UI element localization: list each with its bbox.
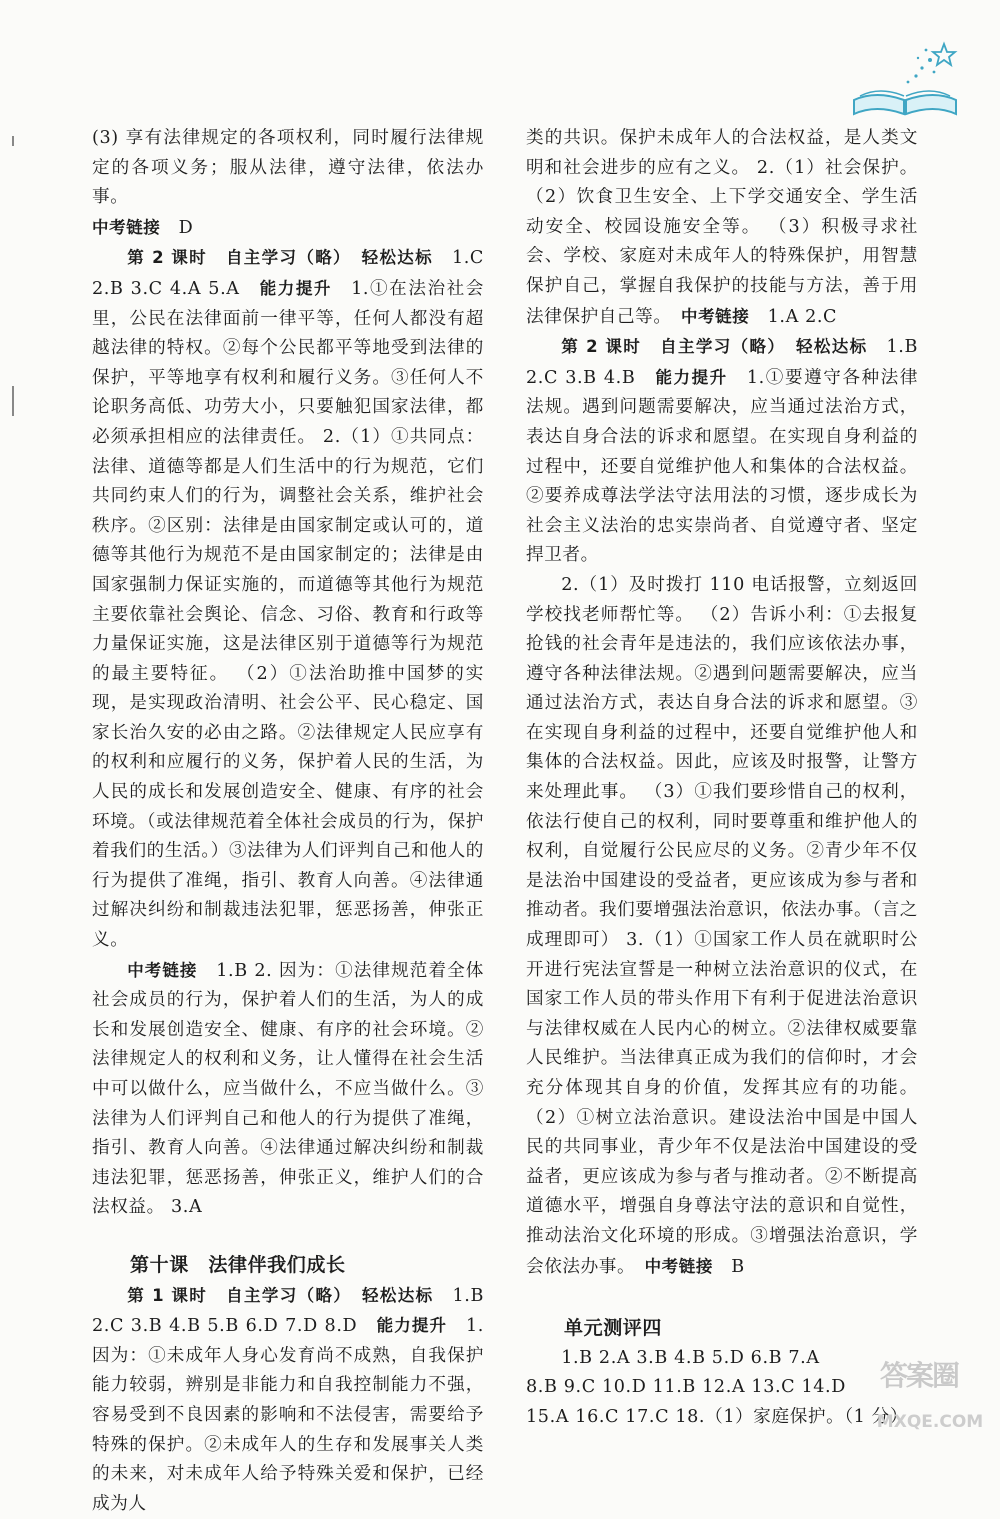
watermark-logo	[870, 1350, 990, 1455]
lesson-10-title: 第十课 法律伴我们成长	[130, 1253, 346, 1276]
lesson2-paragraph	[526, 332, 918, 571]
easy-level-label: 轻松达标	[362, 1285, 434, 1305]
ability-label: 能力提升	[259, 278, 332, 298]
ability-label: 能力提升	[655, 367, 728, 387]
exam-link-label: 中考链接	[644, 1256, 713, 1276]
exam-link-answer: 1.A 2.C	[767, 306, 838, 327]
margin-mark	[12, 136, 14, 146]
ability-label: 能力提升	[376, 1316, 448, 1336]
open-book-with-stars-icon	[846, 38, 966, 120]
unit-test-answers-line: 15.A 16.C 17.C 18.（1）家庭保护。（1 分）	[526, 1406, 909, 1427]
ability-answers: 1.①要遵守各种法律法规。遇到问题需要解决，应当通过法治方式，表达自身合法的诉求和愿望。在实现自身利益的过程中，还要自觉维护他人和集体的合法权益。②要养成尊法学法守法用法的习惯，逐步成长为社会主义法治的忠实崇尚者、自觉遵守者、坚定捍卫者。	[526, 367, 919, 566]
exam-link-label: 中考链接	[680, 306, 750, 326]
exam-link-answers: 1.B 2. 因为：①法律规范着全体社会成员的行为，保护着人们的生活，为人的成长和发展创造安全、健康、有序的社会环境。②法律规定人的权利和义务，让人懂得在社会生活中可以做什么，应当做什么，不应当做什么。③法律为人们评判自己和他人的行为提供了准绳，指引、教育人向善。④法律通过解决纠纷和制裁违法犯罪，惩恶扬善，伸张正义，维护人们的合法权益。 3.A	[92, 960, 484, 1218]
lesson-label: 第 2 课时	[127, 248, 207, 268]
margin-mark	[12, 386, 14, 416]
self-study-label: 自主学习（略）	[225, 248, 343, 268]
exam-link-label: 中考链接	[92, 217, 161, 237]
exam-link-answer: D	[178, 217, 194, 238]
lesson1-paragraph	[92, 1281, 484, 1519]
answer-text: 类的共识。保护未成年人的合法权益，是人类文明和社会进步的应有之义。 2.（1）社会保护。（2）饮食卫生安全、上下学交通安全、学生活动安全、校园设施安全等。 （3）积极寻求社会、学校、家庭对未成年人的特殊保护，用智慧保护自己，掌握自我保护的技能与方法，善于用法律保护自己等。	[526, 128, 918, 327]
easy-level-label: 轻松达标	[796, 337, 868, 357]
unit-test-answers-line: 8.B 9.C 10.D 11.B 12.A 13.C 14.D	[526, 1377, 846, 1398]
lesson2-heading-line	[92, 243, 484, 955]
answer-paragraph	[526, 571, 918, 1282]
easy-level-answers: 1.C 2.B 3.C 4.A 5.A	[92, 248, 484, 299]
easy-level-answers: 1.B 2.C 3.B 4.B	[526, 337, 919, 388]
unit-test-answers-line: 1.B 2.A 3.B 4.B 5.D 6.B 7.A	[561, 1347, 820, 1368]
easy-level-label: 轻松达标	[361, 248, 433, 268]
exam-link-label: 中考链接	[127, 960, 198, 980]
lesson-label: 第 1 课时	[127, 1285, 208, 1305]
answer-paragraph	[526, 124, 918, 332]
exam-link-answer: B	[731, 1256, 745, 1277]
watermark-url: MXQE.COM	[876, 1412, 984, 1432]
lesson-label: 第 2 课时	[561, 337, 642, 357]
ability-answers: 1.①在法治社会里，公民在法律面前一律平等，任何人都没有超越法律的特权。②每个公民都平等地受到法律的保护，平等地享有权利和履行义务。③任何人不论职务高低、功劳大小，只要触犯国家法律，都必须承担相应的法律责任。 2.（1）①共同点：法律、道德等都是人们生活中的行为规范，它们共同约束人们的行为，调整社会关系，维护社会秩序。②区别：法律是由国家制定或认可的，道德等其他行为规范不是由国家制定的；法律是由国家强制力保证实施的，而道德等其他行为规范主要依靠社会舆论、信念、习俗、教育和行政等力量保证实施，这是法律区别于道德等行为规范的最主要特征。 （2）①法治助推中国梦的实现，是实现政治清明、社会公平、民心稳定、国家长治久安的必由之路。②法律规定人民应享有的权利和应履行的义务，保护着人民的生活，为人民的成长和发展创造安全、健康、有序的社会环境。（或法律规范着全体社会成员的行为，保护着我们的生活。）③法律为人们评判自己和他人的行为提供了准绳，指引、教育人向善。④法律通过解决纠纷和制裁违法犯罪，惩恶扬善，伸张正义。	[92, 278, 484, 951]
answer-paragraph: (3) 享有法律规定的各项权利，同时履行法律规定的各项义务；服从法律，遵守法律，依法办事。	[92, 128, 484, 208]
exam-link-line	[92, 213, 484, 244]
ability-answers: 1. 因为：①未成年人身心发育尚不成熟，自我保护能力较弱，辨别是非能力和自我控制能力不强，容易受到不良因素的影响和不法侵害，需要给予特殊的保护。②未成年人的生存和发展事关人类的未来，对未成年人给予特殊关爱和保护，已经成为人	[92, 1316, 484, 1514]
self-study-label: 自主学习（略）	[660, 337, 778, 357]
exam-link-paragraph	[92, 956, 484, 1223]
right-column	[526, 124, 918, 1433]
unit-4-test-title: 单元测评四	[564, 1317, 663, 1340]
answer-text: 2.（1）及时拨打 110 电话报警，立刻返回学校找老师帮忙等。 （2）告诉小利：①去报复抢钱的社会青年是违法的，我们应该依法办事，遵守各种法律法规。②遇到问题需要解决，应当通过法治方式，表达自身合法的诉求和愿望。③在实现自身利益的过程中，还要自觉维护他人和集体的合法权益。因此，应该及时报警，让警方来处理此事。 （3）①我们要珍惜自己的权利，依法行使自己的权利，同时要尊重和维护他人的权利，自觉履行公民应尽的义务。②青少年不仅是法治中国建设的受益者，更应该成为参与者和推动者。我们要增强法治意识，依法办事。（言之成理即可） 3.（1）①国家工作人员在就职时公开进行宪法宣誓是一种树立法治意识的仪式，在国家工作人员的带头作用下有利于促进法治意识与法律权威在人民内心的树立。②法律权威要靠人民维护。当法律真正成为我们的信仰时，才会充分体现其自身的价值，发挥其应有的功能。 （2）①树立法治意识。建设法治中国是中国人民的共同事业，青少年不仅是法治中国建设的受益者，更应该成为参与者与推动者。②不断提高道德水平，增强自身尊法守法的意识和自觉性，推动法治文化环境的形成。③增强法治意识，学会依法办事。	[526, 574, 918, 1277]
self-study-label: 自主学习（略）	[226, 1285, 344, 1305]
left-column	[92, 124, 484, 1519]
easy-level-answers: 1.B 2.C 3.B 4.B 5.B 6.D 7.D 8.D	[92, 1285, 485, 1337]
watermark-glyphs: 答案圈	[880, 1359, 959, 1392]
